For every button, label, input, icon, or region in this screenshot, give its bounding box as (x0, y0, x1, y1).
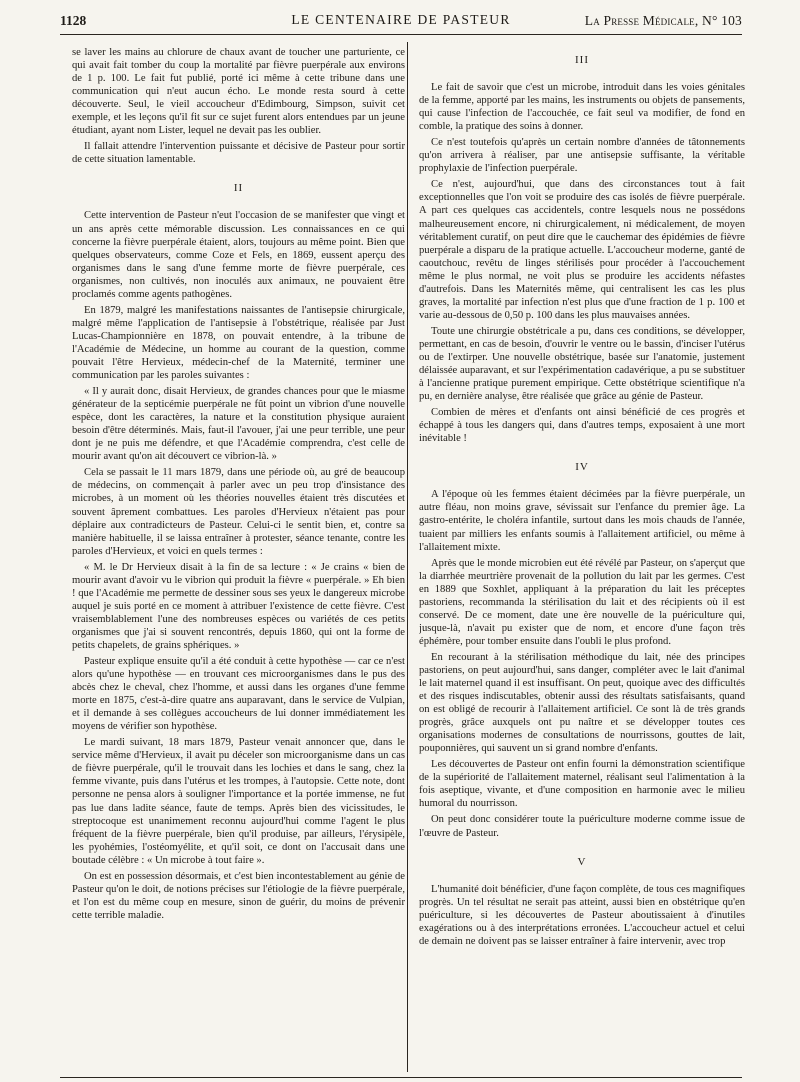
section-heading-iii: III (575, 54, 589, 66)
right-column (419, 46, 745, 1076)
paragraph: On est en possession désormais, et c'est bien incontestablement au génie de Pasteur qu'on le doit, de notions précises sur l'étiologie de la fièvre puerpérale, et l'on est du même coup en mesure, sinon de guérir, du moins de prévenir cette terrible maladie. (72, 870, 405, 921)
paragraph: Ce n'est, aujourd'hui, que dans des circonstances tout à fait exceptionnelles que l'on voit se produire des cas isolés de fièvre puerpérale. A part ces quelques cas accidentels, contre lesquels nous ne possédons malheureusement encore, ni chirurgicalement, ni médicalement, de moyen véritablement curatif, on peut dire que le cauchemar des épidémies de fièvre puerpérale a disparu de la pratique actuelle. L'accoucheur moderne, ganté de caoutchouc, revêtu de linges stérilisés pour procéder à l'accouchement même le plus normal, ne voit plus se produire les accidents néfastes d'autrefois. Dans les Maternités même, qui centralisent les cas les plus graves, la mortalité par infection n'est plus que d'une fraction de 1 p. 100 et varie au-dessous de 0,50 p. 100 dans les plus mauvaises années. (419, 179, 745, 321)
column-divider (407, 42, 408, 1072)
paragraph: Les découvertes de Pasteur ont enfin fourni la démonstration scientifique de la supériorité de l'allaitement maternel, réalisant seul l'alimentation à la fois aseptique, vivante, et d'une composition en harmonie avec le milieu humoral du nourrisson. (419, 759, 745, 810)
section-heading-v: V (577, 855, 587, 868)
paragraph: A l'époque où les femmes étaient décimées par la fièvre puerpérale, un autre fléau, non moins grave, sévissait sur l'enfance du premier âge. La gastro-entérite, le choléra infantile, surtout dans les mois chauds de l'année, tuaient par milliers les enfants soumis à l'allaitement artificiel, ou même à l'allaitement mixte. (419, 489, 745, 553)
paragraph: Il fallait attendre l'intervention puissante et décisive de Pasteur pour sortir de cette situation lamentable. (72, 141, 405, 166)
paragraph: L'humanité doit bénéficier, d'une façon complète, de tous ces magnifiques progrès. Un tel résultat ne serait pas atteint, aussi bien en obstétrique qu'en puériculture, si les découvertes de Pasteur aboutissaient à d'inutiles exagérations ou à des interprétations erronées. L'accoucheur actuel et celui de demain ne doivent pas se laisser entraîner à faire intervenir, avec trop (419, 883, 745, 947)
paragraph: Le fait de savoir que c'est un microbe, introduit dans les voies génitales de la femme, apporté par les mains, les instruments ou objets de pansements, qui cause l'infection de l'accouchée, ce fait seul va modifier, de fond en comble, la pratique des soins à donner. (419, 82, 745, 133)
header-rule (60, 34, 742, 35)
paragraph: Toute une chirurgie obstétricale a pu, dans ces conditions, se développer, permettant, en cas de besoin, d'ouvrir le ventre ou le bassin, d'inciser l'utérus ou de l'extirper. Une nouvelle obstétrique, basée sur l'anatomie, justement délaissée auparavant, et sur l'expérimentation cadavérique, a pu se substituer à l'ancienne pratique purement empirique. Cette obstétrique scientifique n'a pu, en dernière analyse, être réalisée que grâce au génie de Pasteur. (419, 325, 745, 403)
paragraph: se laver les mains au chlorure de chaux avant de toucher une parturiente, ce qui avait fait tomber du coup la mortalité par fièvre puerpérale aux environs de 1 p. 100. Le fait fut publié, porté ici même à cette tribune dans une communication qui n'eut aucun écho. Le monde resta sourd à cette découverte. Seul, le vieil accoucheur d'Edimbourg, Simpson, suivit cet exemple, et les leçons qu'il fit sur ce sujet furent alors entendues par un jeune étudiant, ayant nom Lister, lequel ne devait pas les oublier. (72, 47, 405, 137)
paragraph: Pasteur explique ensuite qu'il a été conduit à cette hypothèse — car ce n'est alors qu'une hypothèse — en trouvant ces microorganismes dans le pus des abcès chez le cheval, chez l'homme, et aussi dans les organes d'une femme morte en 1875, c'est-à-dire quatre ans auparavant, dans le service de Vulpian, et il demande à ses collègues accoucheurs de lui donner immédiatement les moyens de vérifier son hypothèse. (72, 656, 405, 733)
paragraph: En recourant à la stérilisation méthodique du lait, née des principes pastoriens, on peut aujourd'hui, sans danger, compléter avec le lait d'animal le lait maternel quand il est insuffisant. On peut, quoique avec des difficultés et des risques indiscutables, obtenir aussi des résultats satisfaisants, quand on est obligé de recourir à l'allaitement artificiel. Ce sont là de très grands progrès, grâce auxquels ont pu naître et se développer toutes ces organisations modernes de consultations de nourrissons, gouttes de lait, pouponnières, qui sauvent un si grand nombre d'enfants. (419, 651, 745, 755)
paragraph: En 1879, malgré les manifestations naissantes de l'antisepsie chirurgicale, malgré même l'application de l'antisepsie à l'obstétrique, réalisée par Just Lucas-Championnière en 1878, on pouvait entendre, à la tribune de l'Académie de Médecine, un homme au courant de la question, comme pouvait l'être Hervieux, médecin-chef de la Maternité, terminer une communication par les paroles suivantes : (72, 304, 405, 382)
paragraph: Cette intervention de Pasteur n'eut l'occasion de se manifester que vingt et un ans après cette mémorable discussion. Les connaissances en ce qui concerne la fièvre puerpérale étaient, alors, toujours au même point. Bien que quelques observateurs, comme Coze et Fels, en 1869, eussent aperçu des organismes dans le sang d'une femme morte de fièvre puerpérale, ces organismes, non cultivés, non inoculés aux animaux, ne pouvaient être proclamés comme agents pathogènes. (72, 210, 405, 300)
page-number: 1128 (60, 13, 87, 28)
paragraph: On peut donc considérer toute la puériculture moderne comme issue de l'œuvre de Pasteur. (419, 814, 745, 839)
quotation: « M. le Dr Hervieux disait à la fin de sa lecture : « Je crains « bien de mourir avant d'avoir vu le vibrion qui produit la fièvre « puerpérale. » Eh bien ! que l'Académie me permette de dessiner sous ses yeux le dangereux microbe auquel je suis porté en ce moment à attribuer l'existence de cette fièvre. C'est vraisemblablement l'une des nombreuses espèces ou variétés de ces petits organismes que j'ai si souvent rencontrés, depuis 1860, qui ont la forme de petits chapelets, de grains sphériques. » (72, 561, 405, 651)
paragraph: Cela se passait le 11 mars 1879, dans une période où, au gré de beaucoup de médecins, on commençait à parler avec un peu trop d'insistance des microbes, à un moment où les théories nouvelles étaient très discutées et souvent âprement combattues. Les paroles d'Hervieux n'étaient pas pour déplaire aux contradicteurs de Pasteur. Celui-ci le sentit bien, et, contre sa manière habituelle, il se laissa entraîner à protester, séance tenante, contre les paroles d'Hervieux, et voici en quels termes : (72, 467, 405, 557)
section-heading-iv: IV (575, 461, 589, 474)
paragraph: Combien de mères et d'enfants ont ainsi bénéficié de ces progrès et échappé à tous les dangers qui, dans d'autres temps, exposaient à une mort inévitable ! (419, 407, 745, 445)
paragraph: Après que le monde microbien eut été révélé par Pasteur, on s'aperçut que la diarrhée meurtrière provenait de la pollution du lait par les germes. C'est en 1889 que Soxhlet, appliquant à la préparation du lait les préceptes pastoriens, recommanda la stérilisation du lait et des récipients où il est conservé. De ce moment, date une ère nouvelle de la puériculture qui, jusque-là, n'avait pu exister que de nom, et encore d'une façon très éphémère, pour tomber ensuite dans l'oubli le plus profond. (419, 557, 745, 647)
left-column (72, 46, 405, 1076)
quotation: « Il y aurait donc, disait Hervieux, de grandes chances pour que le miasme générateur de la septicémie puerpérale ne fût point un vibrion d'une nouvelle espèce, dont les caractères, la nature et la constitution physique auraient besoin d'être déterminés. Mais, faut-il l'avouer, j'ai une peur terrible, une peur dont je ne puis me défendre, et que l'Académie comprendra, c'est celle de mourir avant qu'on ait découvert ce vibrion-là. » (72, 386, 405, 463)
journal-name: La Presse Médicale, N° 103 (584, 13, 742, 28)
section-heading-ii: II (233, 182, 244, 195)
paragraph: Ce n'est toutefois qu'après un certain nombre d'années de tâtonnements qu'on arrivera à réaliser, par une antisepsie suffisante, la véritable prophylaxie de l'infection puerpérale. (419, 137, 745, 175)
running-header (60, 10, 742, 32)
running-title: LE CENTENAIRE DE PASTEUR (291, 12, 511, 27)
paragraph: Le mardi suivant, 18 mars 1879, Pasteur venait annoncer que, dans le service même d'Hervieux, il avait pu déceler son microorganisme dans un cas de fièvre puerpérale, qu'il le trouvait dans les lochies et dans le sang, chez la femme vivante, puis dans l'utérus et les trompes, à l'autopsie. Cette note, dont personne ne pensa alors à souligner l'importance et la portée immense, ne fut pas lue dans ladite séance, faute de temps. Après bien des vicissitudes, le streptocoque est unanimement reconnu aujourd'hui comme l'agent le plus fréquent de la fièvre puerpérale, bien qu'il produise, par ailleurs, l'érysipèle, les pyohémies, l'ostéomyélite, et qu'il soit, ce dont on l'accusait dans une boutade célèbre : « Un microbe à tout faire ». (72, 737, 405, 866)
footer-rule (60, 1077, 742, 1078)
